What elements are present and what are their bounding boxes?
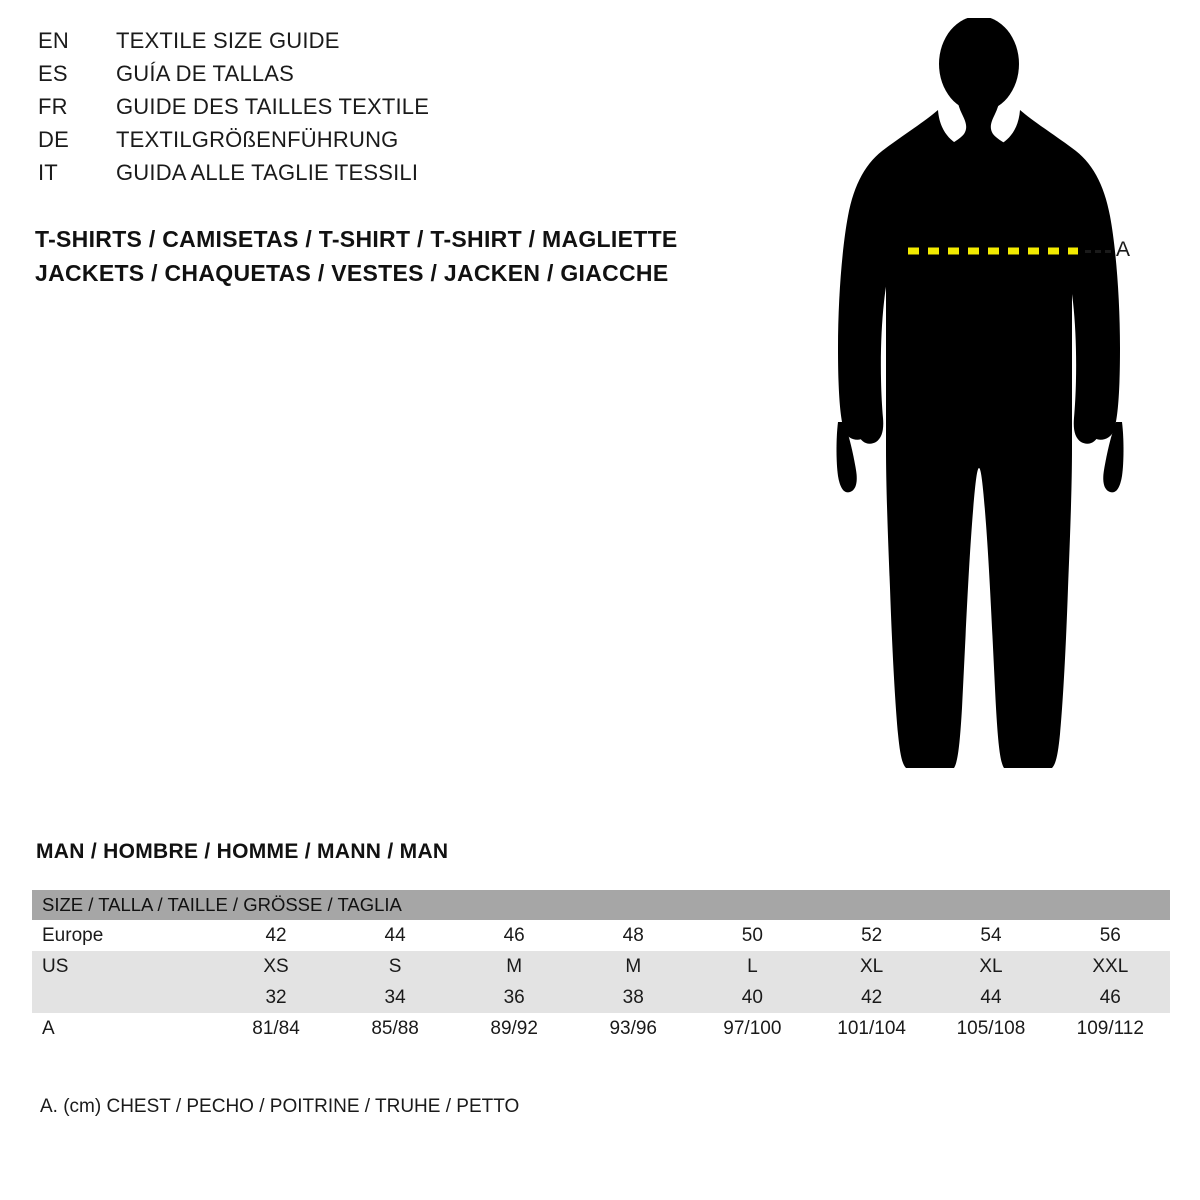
footnote-chest-measurement: A. (cm) CHEST / PECHO / POITRINE / TRUHE / PETTO — [40, 1096, 520, 1117]
cell-europe-0: 42 — [217, 920, 336, 951]
table-row — [32, 951, 1170, 982]
cell-numeric-3: 38 — [574, 982, 693, 1013]
body-silhouette-figure — [820, 18, 1180, 808]
cell-europe-7: 56 — [1051, 920, 1170, 951]
cell-us-5: XL — [812, 951, 931, 982]
silhouette-icon — [820, 18, 1180, 808]
cell-a-2: 89/92 — [455, 1013, 574, 1044]
language-text-it: GUIDA ALLE TAGLIE TESSILI — [116, 160, 419, 185]
cell-europe-2: 46 — [455, 920, 574, 951]
cell-a-4: 97/100 — [693, 1013, 812, 1044]
table-header-row — [32, 890, 1170, 920]
language-code-es: ES — [38, 61, 68, 86]
language-row-en — [38, 28, 758, 61]
language-code-it: IT — [38, 160, 58, 185]
cell-europe-6: 54 — [931, 920, 1050, 951]
table-row — [32, 982, 1170, 1013]
cell-a-0: 81/84 — [217, 1013, 336, 1044]
category-block — [35, 222, 795, 290]
category-tshirts: T-SHIRTS / CAMISETAS / T-SHIRT / T-SHIRT / MAGLIETTE — [35, 226, 678, 252]
cell-numeric-7: 46 — [1051, 982, 1170, 1013]
measure-leader-dashes — [1085, 250, 1111, 253]
cell-numeric-5: 42 — [812, 982, 931, 1013]
language-row-it — [38, 160, 758, 193]
row-label-a: A — [32, 1013, 217, 1044]
language-text-en: TEXTILE SIZE GUIDE — [116, 28, 340, 53]
language-code-en: EN — [38, 28, 69, 53]
cell-numeric-2: 36 — [455, 982, 574, 1013]
cell-a-7: 109/112 — [1051, 1013, 1170, 1044]
measure-label-a: A — [1116, 238, 1131, 261]
language-row-es — [38, 61, 758, 94]
row-label-numeric — [32, 982, 217, 1013]
cell-numeric-0: 32 — [217, 982, 336, 1013]
section-title-man: MAN / HOMBRE / HOMME / MANN / MAN — [36, 840, 449, 863]
language-text-de: TEXTILGRÖßENFÜHRUNG — [116, 127, 399, 152]
cell-europe-5: 52 — [812, 920, 931, 951]
cell-numeric-1: 34 — [336, 982, 455, 1013]
cell-europe-3: 48 — [574, 920, 693, 951]
cell-numeric-6: 44 — [931, 982, 1050, 1013]
cell-us-6: XL — [931, 951, 1050, 982]
language-text-es: GUÍA DE TALLAS — [116, 61, 295, 86]
table-header-label: SIZE / TALLA / TAILLE / GRÖSSE / TAGLIA — [32, 890, 1170, 920]
language-header-block — [38, 28, 758, 193]
cell-a-3: 93/96 — [574, 1013, 693, 1044]
row-label-us: US — [32, 951, 217, 982]
language-code-fr: FR — [38, 94, 68, 119]
cell-a-6: 105/108 — [931, 1013, 1050, 1044]
row-label-europe: Europe — [32, 920, 217, 951]
cell-a-5: 101/104 — [812, 1013, 931, 1044]
size-table — [32, 890, 1170, 1044]
table-row — [32, 1013, 1170, 1044]
cell-us-7: XXL — [1051, 951, 1170, 982]
language-row-de — [38, 127, 758, 160]
cell-numeric-4: 40 — [693, 982, 812, 1013]
cell-us-1: S — [336, 951, 455, 982]
cell-us-2: M — [455, 951, 574, 982]
cell-us-3: M — [574, 951, 693, 982]
language-text-fr: GUIDE DES TAILLES TEXTILE — [116, 94, 430, 119]
cell-us-0: XS — [217, 951, 336, 982]
cell-us-4: L — [693, 951, 812, 982]
language-row-fr — [38, 94, 758, 127]
cell-europe-4: 50 — [693, 920, 812, 951]
cell-europe-1: 44 — [336, 920, 455, 951]
category-jackets: JACKETS / CHAQUETAS / VESTES / JACKEN / GIACCHE — [35, 260, 669, 286]
cell-a-1: 85/88 — [336, 1013, 455, 1044]
language-code-de: DE — [38, 127, 69, 152]
table-row — [32, 920, 1170, 951]
